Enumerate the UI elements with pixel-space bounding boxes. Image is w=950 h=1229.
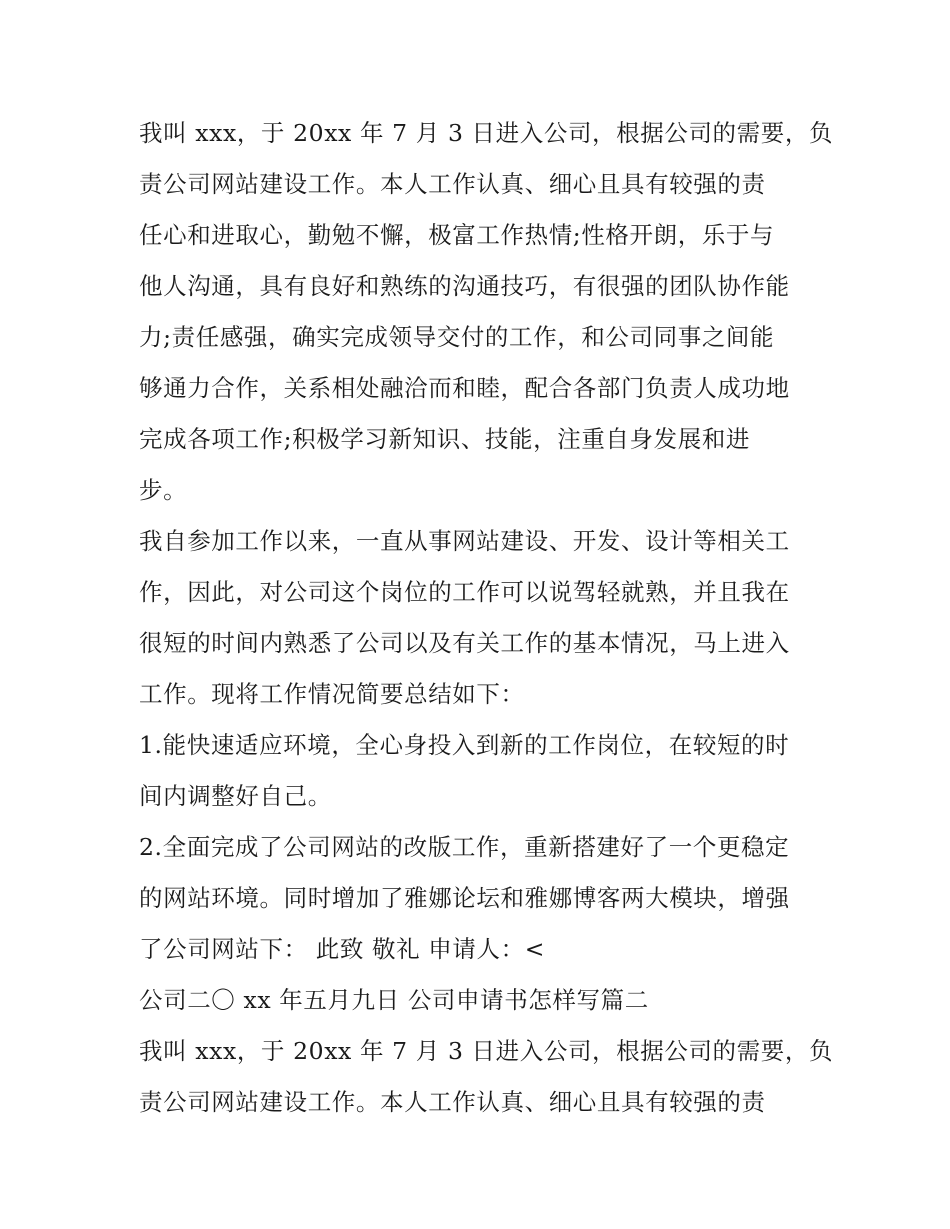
text-line: 工作。现将工作情况简要总结如下： xyxy=(139,680,525,708)
text-line: 作，因此，对公司这个岗位的工作可以说驾轻就熟，并且我在 xyxy=(139,578,790,606)
text-line: 任心和进取心，勤勉不懈，极富工作热情;性格开朗，乐于与 xyxy=(139,221,775,249)
text-line: 的网站环境。同时增加了雅娜论坛和雅娜博客两大模块，增强 xyxy=(139,884,790,912)
text-line: 间内调整好自己。 xyxy=(139,782,332,810)
text-line: 很短的时间内熟悉了公司以及有关工作的基本情况，马上进入 xyxy=(139,629,790,657)
text-line: 了公司网站下： 此致 敬礼 申请人：< xyxy=(139,935,545,963)
text-line: 步。 xyxy=(139,476,188,504)
text-line: 公司二〇 xx 年五月九日 公司申请书怎样写篇二 xyxy=(139,986,649,1014)
text-line: 我叫 xxx，于 20xx 年 7 月 3 日进入公司，根据公司的需要，负 xyxy=(139,119,834,147)
text-line: 1.能快速适应环境，全心身投入到新的工作岗位，在较短的时 xyxy=(139,731,790,759)
text-line: 我自参加工作以来，一直从事网站建设、开发、设计等相关工 xyxy=(139,527,790,555)
text-line: 够通力合作，关系相处融洽而和睦，配合各部门负责人成功地 xyxy=(139,374,790,402)
text-line: 2.全面完成了公司网站的改版工作，重新搭建好了一个更稳定 xyxy=(139,833,790,861)
text-line: 他人沟通，具有良好和熟练的沟通技巧，有很强的团队协作能 xyxy=(139,272,790,300)
text-line: 责公司网站建设工作。本人工作认真、细心且具有较强的责 xyxy=(139,1088,766,1116)
text-line: 责公司网站建设工作。本人工作认真、细心且具有较强的责 xyxy=(139,170,766,198)
text-line: 力;责任感强，确实完成领导交付的工作，和公司同事之间能 xyxy=(139,323,775,351)
text-line: 我叫 xxx，于 20xx 年 7 月 3 日进入公司，根据公司的需要，负 xyxy=(139,1037,834,1065)
document-body xyxy=(139,108,834,1128)
text-line: 完成各项工作;积极学习新知识、技能，注重自身发展和进 xyxy=(139,425,751,453)
